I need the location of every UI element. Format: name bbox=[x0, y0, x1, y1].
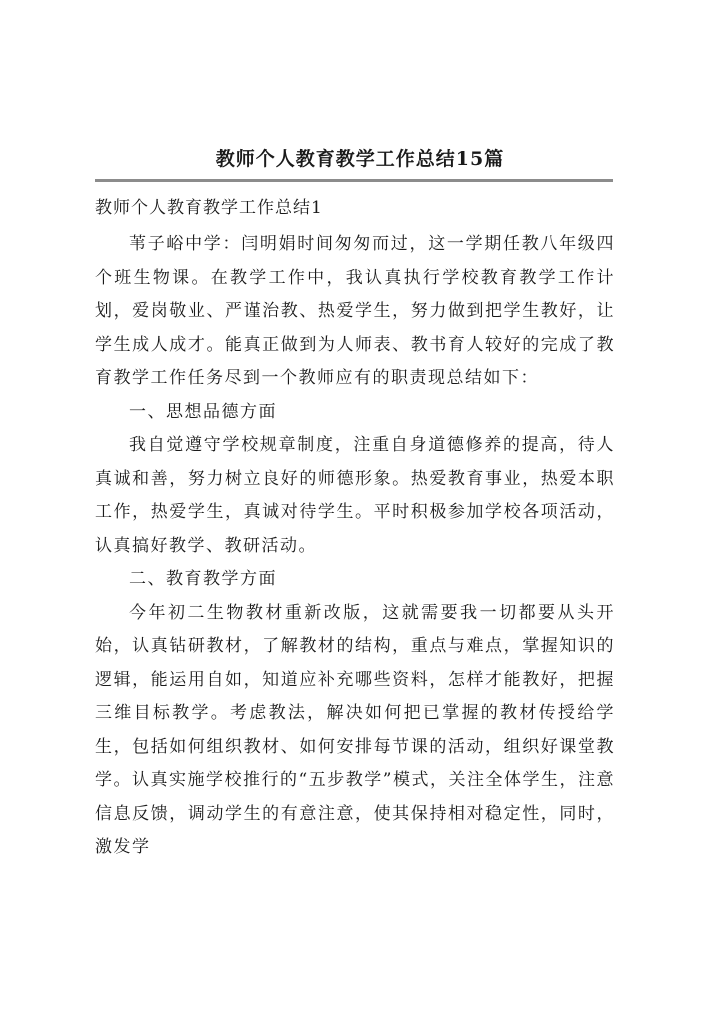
body-text bbox=[95, 228, 615, 865]
section-heading: 教师个人教育教学工作总结1 bbox=[95, 198, 323, 218]
paragraph-teaching: 今年初二生物教材重新改版，这就需要我一切都要从头开始，认真钻研教材，了解教材的结构，重点与难点，掌握知识的逻辑，能运用自如，知道应补充哪些资料，怎样才能教好，把握三维目标教学。考虑教法，解决如何把已掌握的教材传授给学生，包括如何组织教材、如何安排每节课的活动，组织好课堂教学。认真实施学校推行的“五步教学”模式，关注全体学生，注意信息反馈，调动学生的有意注意，使其保持相对稳定性，同时，激发学 bbox=[95, 602, 615, 857]
title-divider bbox=[95, 179, 613, 182]
paragraph-moral: 我自觉遵守学校规章制度，注重自身道德修养的提高，待人真诚和善，努力树立良好的师德形象。热爱教育事业，热爱本职工作，热爱学生，真诚对待学生。平时积极参加学校各项活动，认真搞好教学、教研活动。 bbox=[95, 435, 615, 556]
subheading-moral: 一、思想品德方面 bbox=[129, 401, 277, 422]
paragraph-intro: 苇子峪中学：闫明娟时间匆匆而过，这一学期任教八年级四个班生物课。在教学工作中，我认真执行学校教育教学工作计划，爱岗敬业、严谨治教、热爱学生，努力做到把学生教好，让学生成人成才。能真正做到为人师表、教书育人较好的完成了教育教学工作任务尽到一个教师应有的职责现总结如下： bbox=[95, 234, 615, 388]
subheading-teaching: 二、教育教学方面 bbox=[129, 569, 277, 589]
document-title: 教师个人教育教学工作总结15篇 bbox=[215, 148, 505, 170]
